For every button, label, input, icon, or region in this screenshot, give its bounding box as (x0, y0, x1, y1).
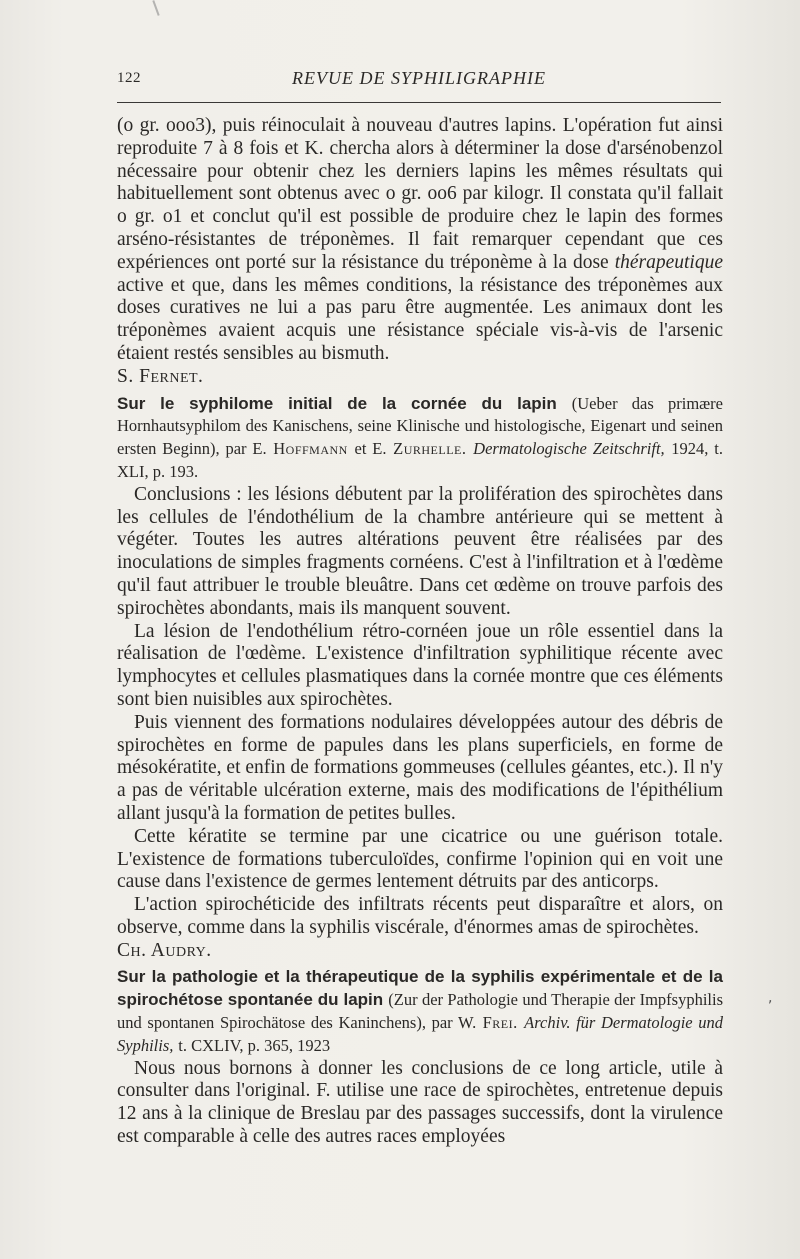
margin-mark: , (768, 990, 773, 1006)
paragraph: Conclusions : les lésions débutent par la prolifération des spirochètes dans les cellules de l'éndothélium de la chambre antérieure qui se mettent à végéter. Toutes les autres altérations peuvent être réalisées par des inoculations de simples fragments cornéens. C'est à l'infiltration et à l'œdème qu'il faut attribuer le trouble bleuâtre. Dans cet œdème on trouve parfois des spirochètes abondants, mais ils manquent souvent. (117, 483, 723, 619)
page-header (117, 70, 721, 94)
section-title-1: Sur le syphilome initial de la cornée du lapin (117, 393, 557, 413)
paragraph: Cette kératite se termine par une cicatrice ou une guérison totale. L'existence de formations tuberculoïdes, confirme l'opinion qui en voit une cause dans l'existence de germes lentement détruits par des anticorps. (117, 825, 723, 893)
section-title-2: Sur la pathologie et la thérapeutique de la syphilis expérimentale et de la spirochétose spontanée du lapin (117, 967, 723, 1010)
signature-fernet: S. Fernet. (117, 365, 204, 387)
header-rule (117, 102, 721, 103)
section-heading-2: Sur la pathologie et la thérapeutique de la syphilis expérimentale et de la spirochétose spontanée du lapin (Zur der Pathologie und Therapie der Impfsyphilis und spontanen Spirochätose des Kaninchens), par W. Frei. Archiv. für Dermatologie und Syphilis, t. CXLIV, p. 365, 1923 (117, 967, 724, 1055)
paragraph: La lésion de l'endothélium rétro-cornéen joue un rôle essentiel dans la réalisation de l'œdème. L'existence d'infiltration syphilitique récente avec lymphocytes et cellules plasmatiques dans la cornée montre que ces éléments sont bien nuisibles aux spirochètes. (117, 620, 723, 710)
scan-blemish (152, 0, 159, 16)
paragraph: Puis viennent des formations nodulaires développées autour des débris de spirochètes en forme de papules dans les plans superficiels, en forme de mésokératite, et enfin de formations gommeuses (cellules géantes, etc.). Il n'y a pas de véritable ulcération externe, mais des modifications de l'épithélium allant jusqu'à la formation de petites bulles. (117, 711, 723, 824)
signature-audry: Ch. Audry. (117, 939, 212, 961)
paragraph: L'action spirochéticide des infiltrats récents peut disparaître et alors, on observe, comme dans la syphilis viscérale, d'énormes amas de spirochètes. (117, 894, 723, 938)
article-body (117, 115, 723, 1149)
continued-paragraph: (o gr. ooo3), puis réinoculait à nouveau d'autres lapins. L'opération fut ainsi reproduite 7 à 8 fois et K. chercha alors à déterminer la dose d'arsénobenzol nécessaire pour obtenir chez les derniers lapins les mêmes résultats qui habituellement sont obtenus avec o gr. oo6 par kilogr. Il constata qu'il fallait o gr. o1 et conclut qu'il est possible de produire chez le lapin des formes arséno-résistantes de tréponèmes. Il fait remarquer cependant que ces expériences ont porté sur la résistance du tréponème à la dose thérapeutique active et que, dans les mêmes conditions, la résistance des tréponèmes aux doses curatives ne lui a pas paru être augmentée. Les animaux dont les tréponèmes avaient acquis une résistance spéciale vis-à-vis de l'arsenic étaient restés sensibles au bismuth. (117, 115, 723, 364)
paragraph: Nous nous bornons à donner les conclusions de ce long article, utile à consulter dans l'original. F. utilise une race de spirochètes, entretenue depuis 12 ans à la clinique de Breslau par des passages successifs, dont la virulence est comparable à celle des autres races employées (117, 1057, 723, 1148)
running-title: REVUE DE SYPHILIGRAPHIE (292, 68, 546, 88)
page-number: 122 (117, 70, 141, 86)
section-heading-1: Sur le syphilome initial de la cornée du lapin (Ueber das primære Hornhautsyphilom des Kanischens, seine Klinische und histologische, Eigenart und seinen ersten Beginn), par E. Hoffmann et E. Zurhelle. Dermatologische Zeitschrift, 1924, t. XLI, p. 193. (117, 393, 724, 481)
